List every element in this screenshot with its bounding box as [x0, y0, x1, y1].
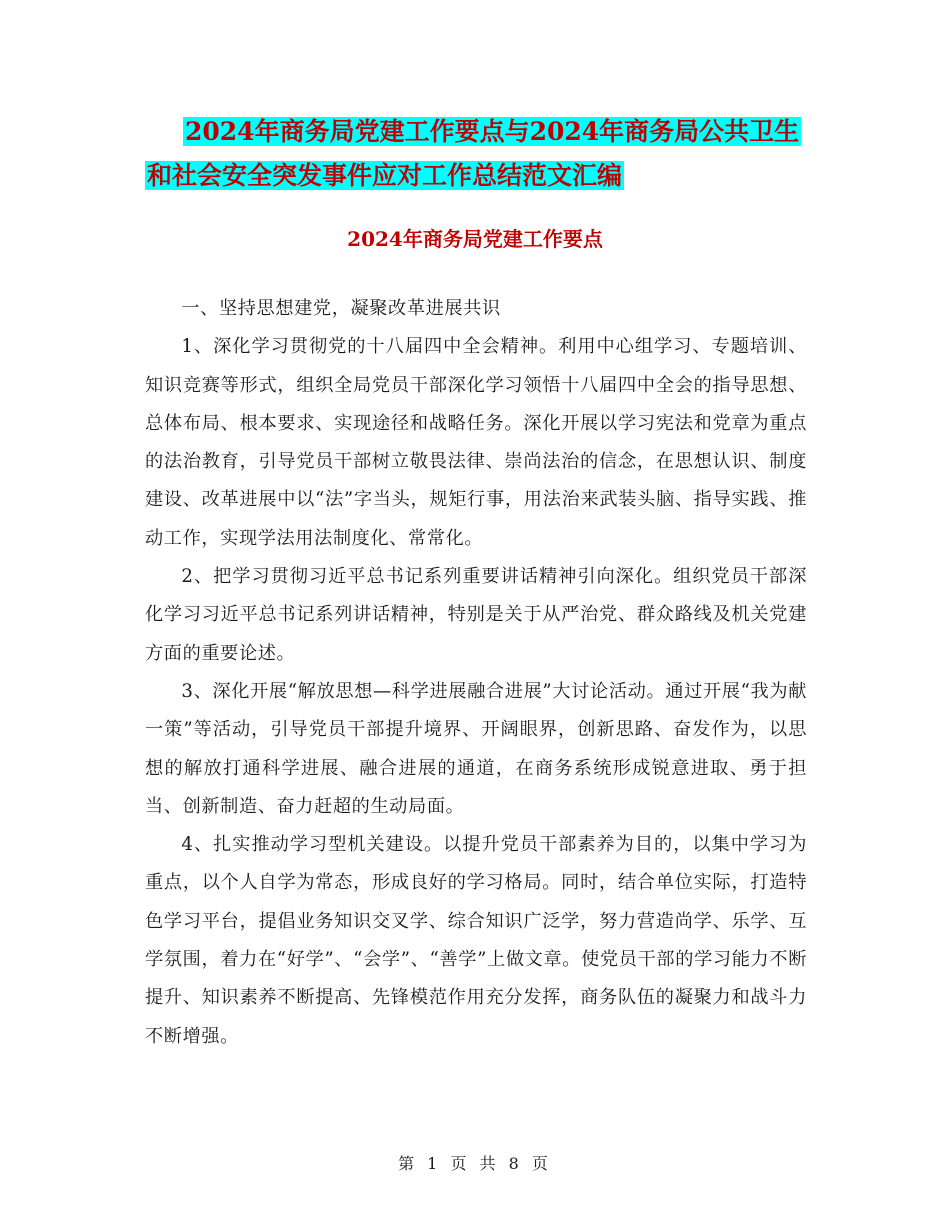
paragraph-3: 3、深化开展“解放思想—科学进展融合进展”大讨论活动。通过开展“我为献一策”等活动，引导党员干部提升境界、开阔眼界，创新思路、奋发作为，以思想的解放打通科学进展、融合进展的通道，在商务系统形成锐意进取、勇于担当、创新制造、奋力赶超的生动局面。: [145, 680, 807, 817]
paragraph-2: 2、把学习贯彻习近平总书记系列重要讲话精神引向深化。组织党员干部深化学习习近平总书记系列讲话精神，特别是关于从严治党、群众路线及机关党建方面的重要论述。: [145, 566, 807, 664]
document-title: [145, 110, 845, 198]
page-footer: 第 1 页 共 8 页: [398, 1154, 552, 1173]
document-title-line-2: 和社会安全突发事件应对工作总结范文汇编: [147, 161, 623, 190]
paragraph-heading-1: 一、坚持思想建党，凝聚改革进展共识: [181, 298, 501, 319]
paragraph-4: 4、扎实推动学习型机关建设。以提升党员干部素养为目的，以集中学习为重点，以个人自学为常态，形成良好的学习格局。同时，结合单位实际，打造特色学习平台，提倡业务知识交叉学、综合知识广泛学，努力营造尚学、乐学、互学氛围，着力在“好学”、“会学”、“善学”上做文章。使党员干部的学习能力不断提升、知识素养不断提高、先锋模范作用充分发挥，商务队伍的凝聚力和战斗力不断增强。: [145, 834, 807, 1047]
document-body: [145, 290, 807, 1056]
section-title: 2024年商务局党建工作要点: [347, 227, 603, 251]
document-title-line-1: 2024年商务局党建工作要点与2024年商务局公共卫生: [185, 117, 800, 146]
paragraph-1: 1、深化学习贯彻党的十八届四中全会精神。利用中心组学习、专题培训、知识竞赛等形式，组织全局党员干部深化学习领悟十八届四中全会的指导思想、总体布局、根本要求、实现途径和战略任务。深化开展以学习宪法和党章为重点的法治教育，引导党员干部树立敬畏法律、崇尚法治的信念，在思想认识、制度建设、改革进展中以“法”字当头，规矩行事，用法治来武装头脑、指导实践、推动工作，实现学法用法制度化、常常化。: [145, 336, 807, 549]
